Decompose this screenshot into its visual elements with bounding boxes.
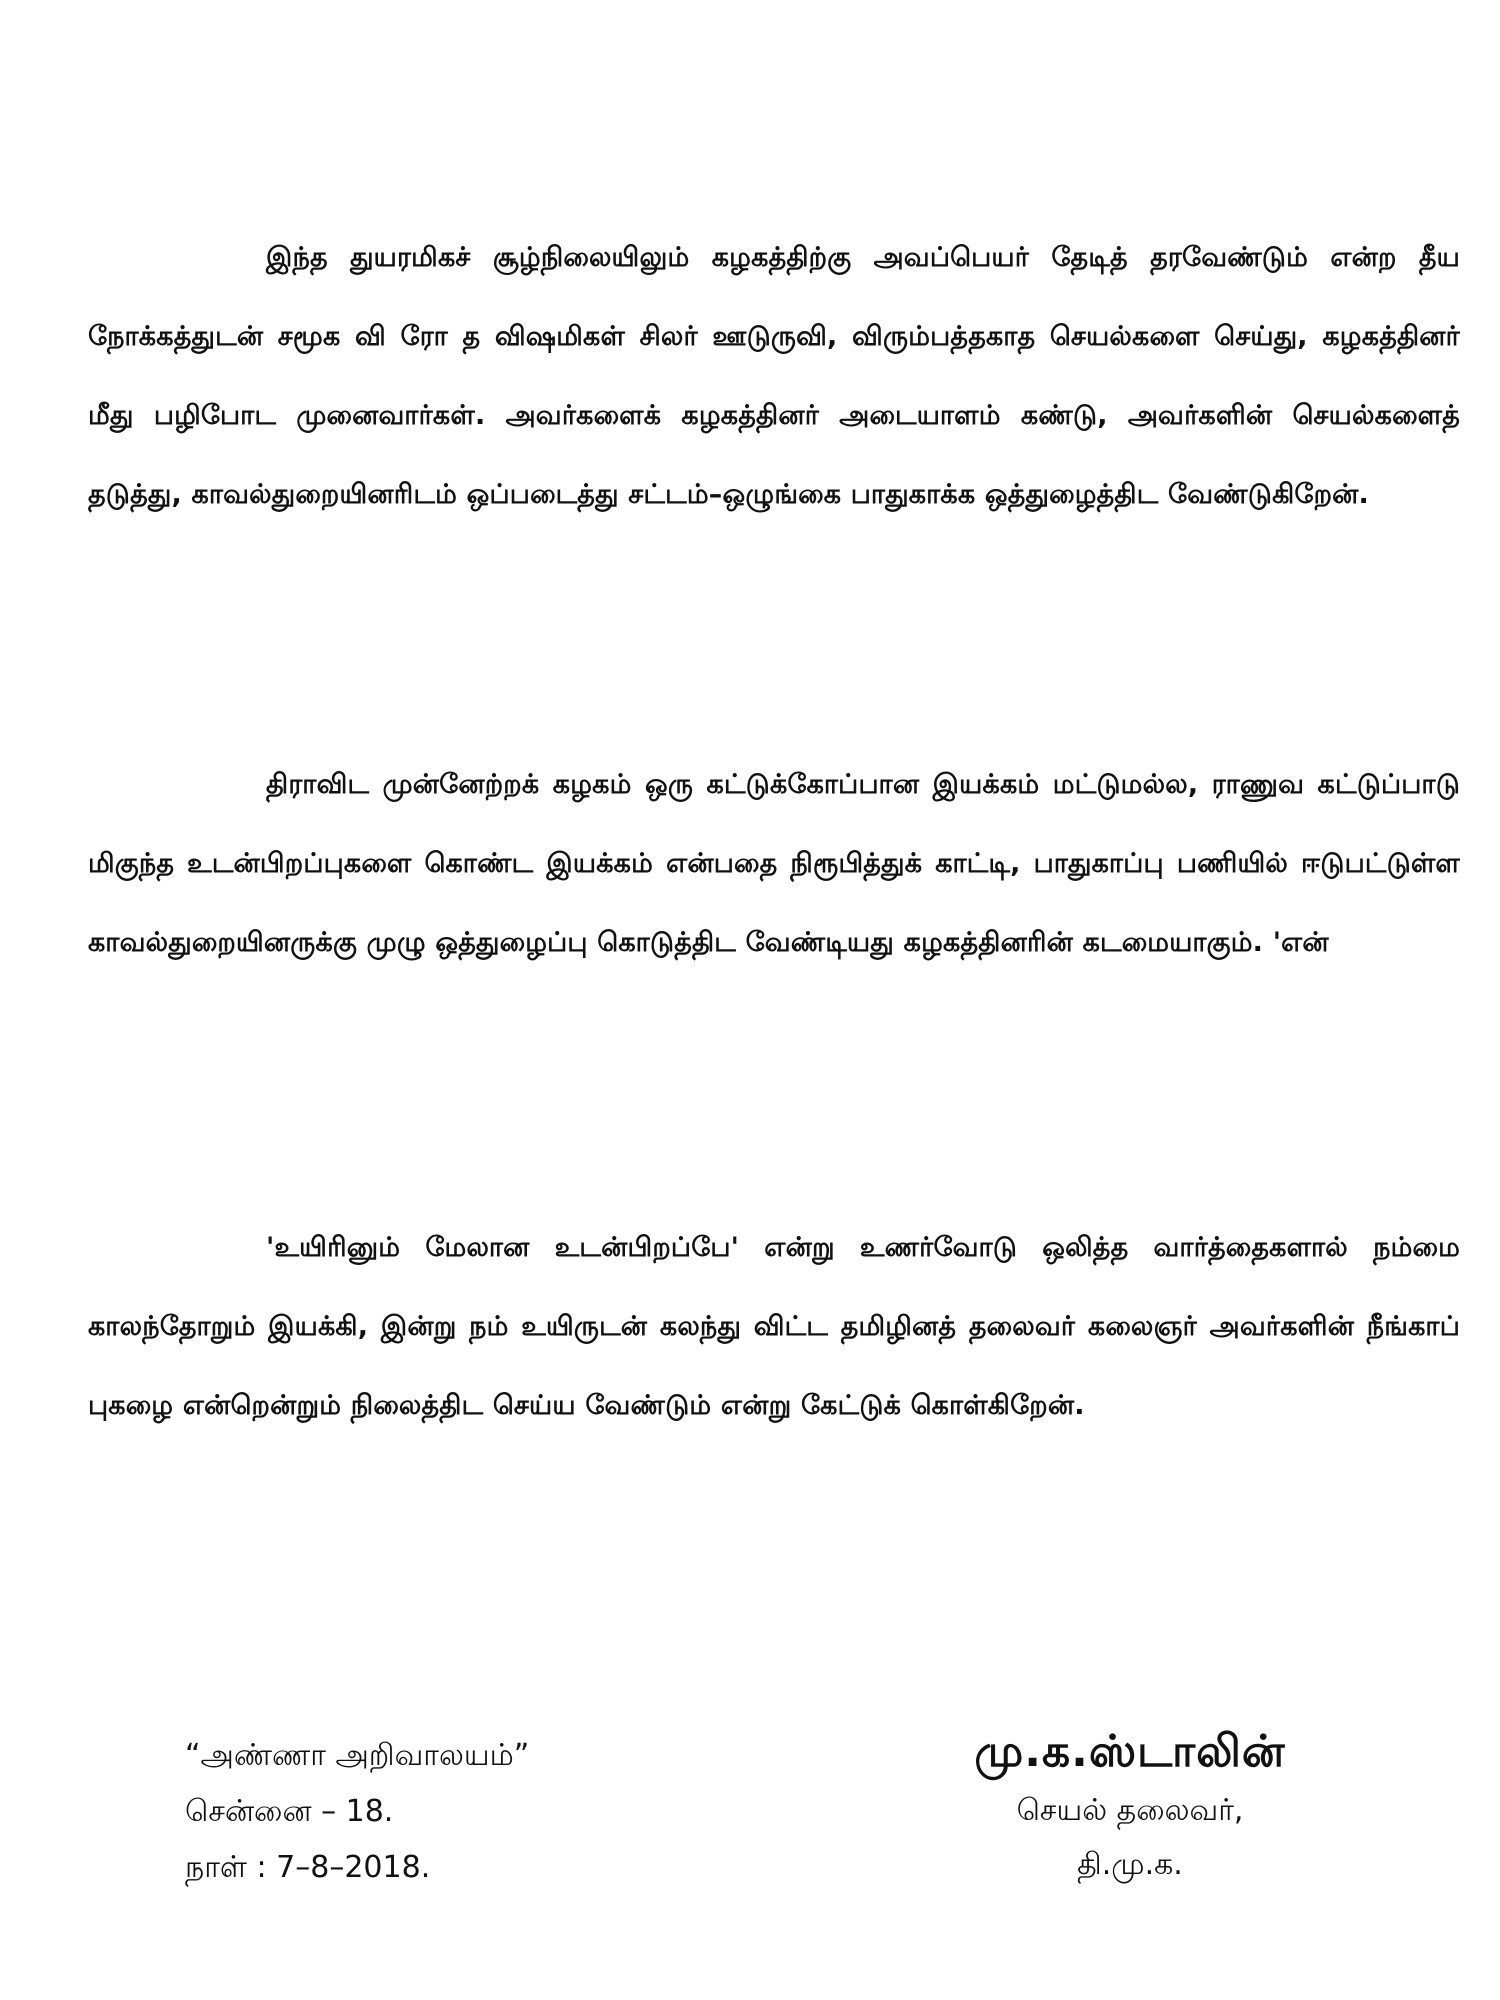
date-line: நாள் : 7–8–2018. bbox=[185, 1850, 431, 1885]
letter-paragraph-3: 'உயிரினும் மேலான உடன்பிறப்பே' என்று உணர்வோடு ஒலித்த வார்த்தைகளால் நம்மை காலந்தோறும் இயக்கி, இன்று நம் உயிருடன் கலந்து விட்ட தமிழினத் தலைவர் கலைஞர் அவர்களின் நீங்காப் புகழை என்றென்றும் நிலைத்திட செய்ய வேண்டும் என்று கேட்டுக் கொள்கிறேன். bbox=[88, 1232, 1460, 1421]
signature-block bbox=[900, 1720, 1360, 1892]
place-name: “அண்ணா அறிவாலயம்” bbox=[185, 1738, 530, 1773]
signatory-name: மு.க.ஸ்டாலின் bbox=[974, 1726, 1286, 1777]
letter-paragraph-2: திராவிட முன்னேற்றக் கழகம் ஒரு கட்டுக்கோப்பான இயக்கம் மட்டுமல்ல, ராணுவ கட்டுப்பாடு மிகுந்த உடன்பிறப்புகளை கொண்ட இயக்கம் என்பதை நிரூபித்துக் காட்டி, பாதுகாப்பு பணியில் ஈடுபட்டுள்ள காவல்துறையினருக்கு முழு ஒத்துழைப்பு கொடுத்திட வேண்டியது கழகத்தினரின் கடமையாகும். 'என் bbox=[88, 769, 1460, 958]
city-line: சென்னை – 18. bbox=[185, 1794, 394, 1829]
letter-paragraph-1: இந்த துயரமிகச் சூழ்நிலையிலும் கழகத்திற்கு அவப்பெயர் தேடித் தரவேண்டும் என்ற தீய நோக்கத்துடன் சமூக வி ரோ த விஷமிகள் சிலர் ஊடுருவி, விரும்பத்தகாத செயல்களை செய்து, கழகத்தினர் மீது பழிபோட முனைவார்கள். அவர்களைக் கழகத்தினர் அடையாளம் கண்டு, அவர்களின் செயல்களைத் தடுத்து, காவல்துறையினரிடம் ஒப்படைத்து சட்டம்–ஒழுங்கை பாதுகாக்க ஒத்துழைத்திட வேண்டுகிறேன். bbox=[88, 242, 1460, 510]
letter-address-block bbox=[185, 1728, 705, 1896]
signatory-title: செயல் தலைவர், bbox=[1016, 1793, 1244, 1828]
organization-name: தி.மு.க. bbox=[1077, 1847, 1183, 1882]
